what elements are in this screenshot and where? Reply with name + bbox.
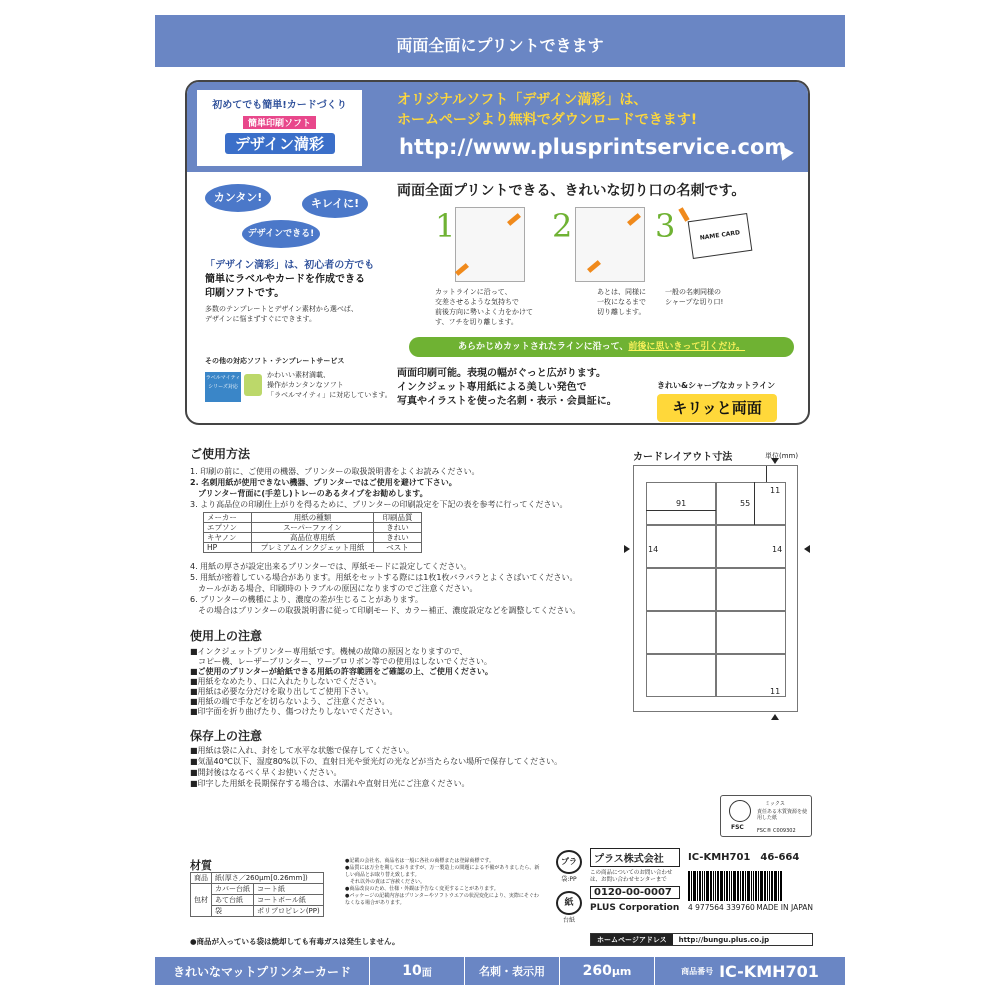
dim-top: 11 — [770, 486, 781, 495]
usage-line: 6. プリンターの機種により、濃度の差が生じることがあります。 — [190, 595, 423, 604]
usage-line: 2. 名刺用紙が使用できない機器、プリンターではご使用を避けて下さい。 — [190, 478, 457, 487]
caution-line: ■ご使用のプリンターが給紙できる用紙の許容範囲をご確認の上、ご使用ください。 — [190, 667, 493, 676]
table-cell: ポリプロピレン(PP) — [254, 906, 324, 917]
table-cell: メーカー — [204, 513, 252, 523]
table-cell: 商品 — [191, 873, 212, 884]
legal-notes — [345, 858, 543, 907]
table-row — [191, 884, 324, 895]
software-logo — [197, 90, 362, 166]
product-number-label: 商品番号 — [681, 966, 714, 976]
table-cell: きれい — [374, 523, 422, 533]
logo-name: デザイン満彩 — [225, 133, 335, 154]
promo-panel — [185, 80, 810, 425]
step-line: カットラインに沿って、 — [435, 288, 512, 296]
table-row — [204, 533, 422, 543]
fsc-code: FSC® C009302 — [757, 828, 796, 834]
promo-features — [397, 367, 617, 409]
card-cell — [716, 611, 786, 654]
table-cell: きれい — [374, 533, 422, 543]
usage-line: カールがある場合、印刷時のトラブルの原因になりますのでご注意ください。 — [190, 584, 478, 593]
subdesc-line: 多数のテンプレートとデザイン素材から選べば、 — [205, 305, 358, 313]
product-name: きれいなマットプリンターカード — [155, 957, 370, 985]
layout-sheet — [633, 465, 798, 712]
table-cell: コート紙 — [254, 884, 324, 895]
product-bar — [155, 957, 845, 985]
kiritto-subtitle: きれい&シャープなカットライン — [657, 381, 776, 390]
count-value: 10 — [402, 963, 422, 979]
product-code: IC-KMH701 46-664 — [688, 852, 800, 863]
desc-line: 簡単にラベルやカードを作成できる — [205, 274, 365, 285]
caution-line: ■用紙をなめたり、口に入れたりしないでください。 — [190, 677, 382, 686]
storage-line: ■印字した用紙を長期保存する場合は、水濡れや直射日光にご注意ください。 — [190, 779, 470, 788]
dim-line — [646, 510, 716, 511]
homepage-label: ホームページアドレス — [591, 934, 673, 945]
logo-sub: 簡単印刷ソフト — [243, 116, 316, 129]
printer-settings-table — [203, 512, 422, 553]
note-line: それ以外の責はご容赦ください。 — [345, 879, 426, 885]
note-line: ●パッケージの記載内容はプリンターやソフトウエアの状況変化により、実際にそぐわなくなる場合があります。 — [345, 893, 539, 906]
table-cell: プレミアムインクジェット用紙 — [252, 543, 374, 553]
bubble-pretty: キレイに! — [302, 190, 368, 218]
logo-tagline: 初めてでも簡単!カードづくり — [212, 100, 347, 111]
table-cell: 印刷品質 — [374, 513, 422, 523]
sparkle-icon — [678, 207, 689, 222]
promo-header — [187, 82, 808, 172]
thickness — [560, 957, 655, 985]
dim-height: 55 — [740, 499, 751, 508]
step-description — [435, 287, 533, 327]
feed-marker-icon — [804, 545, 810, 553]
table-row — [191, 873, 324, 884]
usage-line: 5. 用紙が密着している場合があります。用紙をセットする際には1枚1枚バラバラとよくさばいてください。 — [190, 573, 578, 582]
table-cell: 袋 — [212, 906, 254, 917]
step-line: シャープな切り口! — [665, 298, 724, 306]
label-mighty-icon — [244, 374, 262, 396]
storage-line: ■気温40℃以下、湿度80%以下の、直射日光や蛍光灯の光などが当たらない場所で保存してください。 — [190, 757, 563, 766]
paper-recycle-icon: 紙 — [556, 891, 582, 915]
homepage-bar — [590, 933, 813, 946]
homepage-url[interactable]: http://bungu.plus.co.jp — [678, 936, 770, 944]
table-cell: あて台紙 — [212, 895, 254, 906]
usage-line: 3. より高品位の印刷仕上がりを得るために、プリンターの印刷設定を下記の表を参考に行ってください。 — [190, 500, 568, 509]
promo-headline-line: ホームページより無料でダウンロードできます! — [397, 112, 698, 128]
sheet-count — [370, 957, 465, 985]
caution-line: ■用紙の端で手などを切らないよう、ご注意ください。 — [190, 697, 390, 706]
dim-left: 14 — [648, 545, 659, 554]
top-banner — [155, 15, 845, 67]
company-en: PLUS Corporation — [590, 903, 680, 913]
company-info — [590, 848, 680, 928]
card-cell — [716, 568, 786, 611]
feed-marker-icon — [624, 545, 630, 553]
cut-banner-highlight: 前後に思いきって引くだけ。 — [628, 342, 746, 352]
material-table — [190, 872, 324, 917]
usage-title: ご使用方法 — [190, 447, 251, 461]
usage-line: 4. 用紙の厚さが設定出来るプリンターでは、厚紙モードに設定してください。 — [190, 562, 472, 571]
card-cell — [646, 568, 716, 611]
fsc-mix: ミックス — [765, 801, 785, 807]
dim-line — [766, 466, 767, 482]
feed-marker-icon — [771, 714, 779, 720]
other-software-heading: その他の対応ソフト・テンプレートサービス — [205, 357, 345, 365]
layout-unit: 単位(mm) — [765, 452, 799, 460]
company-name: プラス株式会社 — [590, 848, 680, 867]
step-line: 一枚になるまで — [597, 298, 646, 306]
feature-line: 写真やイラストを使った名刺・表示・会員証に。 — [397, 396, 617, 407]
company-phone: 0120-00-0007 — [590, 886, 680, 899]
cut-instruction-banner — [409, 337, 794, 357]
cut-banner-text: あらかじめカットされたラインに沿って、 — [457, 342, 629, 352]
fsc-tree-icon — [729, 800, 751, 822]
pla-recycle-icon: プラ — [556, 850, 582, 874]
label-mighty-logo: ラベルマイティ シリーズ対応 — [205, 372, 241, 402]
step-line: あとは、同様に — [597, 288, 646, 296]
card-cell — [646, 654, 716, 697]
made-in: MADE IN JAPAN — [756, 903, 813, 912]
step-line: す、フチを切り離します。 — [435, 318, 518, 326]
table-cell: ベスト — [374, 543, 422, 553]
barcode-icon — [688, 871, 813, 901]
desc-line: 「デザイン満彩」は、初心者の方でも — [205, 260, 375, 271]
caution-line: ■用紙は必要な分だけを取り出してご使用下さい。 — [190, 687, 374, 696]
dim-right: 14 — [772, 545, 783, 554]
feature-line: 両面印刷可能。表現の幅がぐっと広がります。 — [397, 368, 606, 379]
table-cell: 紙(厚さ／260μm[0.26mm]) — [212, 873, 324, 884]
step-line: 前後方向に勢いよく力をかけて — [435, 308, 533, 316]
top-banner-text: 両面全面にプリントできます — [396, 36, 604, 55]
table-cell: カバー台紙 — [212, 884, 254, 895]
storage-line: ■開封後はなるべく早くお使いください。 — [190, 768, 342, 777]
thickness-unit: μm — [611, 964, 632, 978]
kiritto-badge: キリッと両面 — [657, 394, 777, 422]
table-row — [204, 513, 422, 523]
table-row — [204, 523, 422, 533]
table-cell: キヤノン — [204, 533, 252, 543]
namecard-illustration: NAME CARD — [688, 213, 753, 259]
paper-recycle-label: 台紙 — [562, 917, 575, 924]
caution-line: コピー機、レーザープリンター、ワープロリボン等での使用はしないでください。 — [190, 657, 492, 666]
thickness-value: 260 — [582, 963, 612, 979]
barcode-block — [688, 848, 813, 928]
caution-title: 使用上の注意 — [190, 629, 263, 643]
feature-bubbles — [197, 180, 377, 255]
table-cell: コートボール紙 — [254, 895, 324, 906]
usage-line: その場合はプリンターの取扱説明書に従って印刷モード、カラー補正、濃度設定などを調整してください。 — [190, 606, 581, 615]
promo-headline-line: オリジナルソフト「デザイン満彩」は、 — [397, 92, 648, 108]
recycle-marks — [553, 850, 585, 924]
usage-line: プリンター背面に(手差し)トレーのあるタイプをお勧めします。 — [190, 489, 428, 498]
promo-headline — [397, 90, 697, 130]
caution-line: ■インクジェットプリンター専用紙です。機械の故障の原因となりますので、 — [190, 647, 468, 656]
other-software-text — [267, 370, 392, 400]
table-cell: スーパーファイン — [252, 523, 374, 533]
pla-recycle-label: 袋:PP — [561, 876, 577, 883]
product-number-value: IC-KMH701 — [719, 961, 819, 981]
product-number — [655, 962, 845, 981]
storage-line: ■用紙は袋に入れ、封をして水平な状態で保存してください。 — [190, 746, 415, 755]
count-unit: 面 — [421, 967, 432, 979]
note-line: ●記載の会社名、商品名は一般に各社の商標または登録商標です。 — [345, 858, 494, 864]
fsc-desc: 責任ある木質資源を使用した紙 — [757, 809, 808, 821]
table-row — [204, 543, 422, 553]
dim-line — [754, 482, 755, 525]
desc-line: 印刷ソフトです。 — [205, 288, 285, 299]
dim-width: 91 — [676, 499, 687, 508]
other-line: かわいい素材満載、 — [267, 371, 330, 379]
software-description — [205, 259, 405, 301]
table-cell: エプソン — [204, 523, 252, 533]
table-cell: 高品位専用紙 — [252, 533, 374, 543]
bubble-easy: カンタン! — [205, 184, 271, 212]
step-line: 交差させるような気持ちで — [435, 298, 519, 306]
usage-line: 1. 印刷の前に、ご使用の機器、プリンターの取扱説明書をよくお読みください。 — [190, 467, 480, 476]
step-description — [597, 287, 646, 317]
feed-marker-icon — [771, 458, 779, 464]
table-cell: HP — [204, 543, 252, 553]
step-number: 1 — [435, 207, 456, 245]
table-cell: 用紙の種類 — [252, 513, 374, 523]
material-note: ●商品が入っている袋は焼却しても有毒ガスは発生しません。 — [190, 937, 400, 946]
table-cell: 包材 — [191, 884, 212, 917]
fsc-label: FSC — [731, 824, 744, 831]
steps-heading: 両面全面プリントできる、きれいな切り口の名刺です。 — [397, 183, 746, 199]
other-line: 「ラベルマイティ」に対応しています。 — [267, 391, 392, 399]
software-subdescription — [205, 304, 395, 324]
subdesc-line: デザインに悩まずすぐにできます。 — [205, 315, 316, 323]
step-line: 一般の名刺同様の — [665, 288, 721, 296]
note-line: ●品質には万全を期しておりますが、万一製造上の問題による不備がありましたら、新しい商品とお取り替え致します。 — [345, 865, 540, 878]
barcode-number: 4 977564 339760 — [688, 903, 755, 912]
download-url[interactable]: http://www.plusprintservice.com — [399, 135, 787, 159]
step-line: 切り離します。 — [597, 308, 646, 316]
note-line: ●商品改良のため、仕様・外観は予告なく変更することがあります。 — [345, 886, 499, 892]
step-number: 3 — [655, 207, 676, 245]
caution-line: ■印字面を折り曲げたり、傷つけたりしないでください。 — [190, 707, 398, 716]
other-line: 操作がカンタンなソフト — [267, 381, 344, 389]
step-number: 2 — [552, 207, 573, 245]
usage-type: 名刺・表示用 — [465, 957, 560, 985]
dim-bottom: 11 — [770, 687, 781, 696]
layout-title: カードレイアウト寸法 — [633, 452, 733, 463]
feature-line: インクジェット専用紙による美しい発色で — [397, 382, 587, 393]
step-description — [665, 287, 723, 307]
company-inquiry: この商品についてのお問い合わせは、お問い合わせセンターまで — [590, 870, 673, 883]
bubble-design: デザインできる! — [242, 220, 320, 248]
fsc-certification — [720, 795, 812, 837]
material-title: 材質 — [190, 859, 212, 872]
card-cell — [646, 611, 716, 654]
storage-title: 保存上の注意 — [190, 729, 263, 743]
